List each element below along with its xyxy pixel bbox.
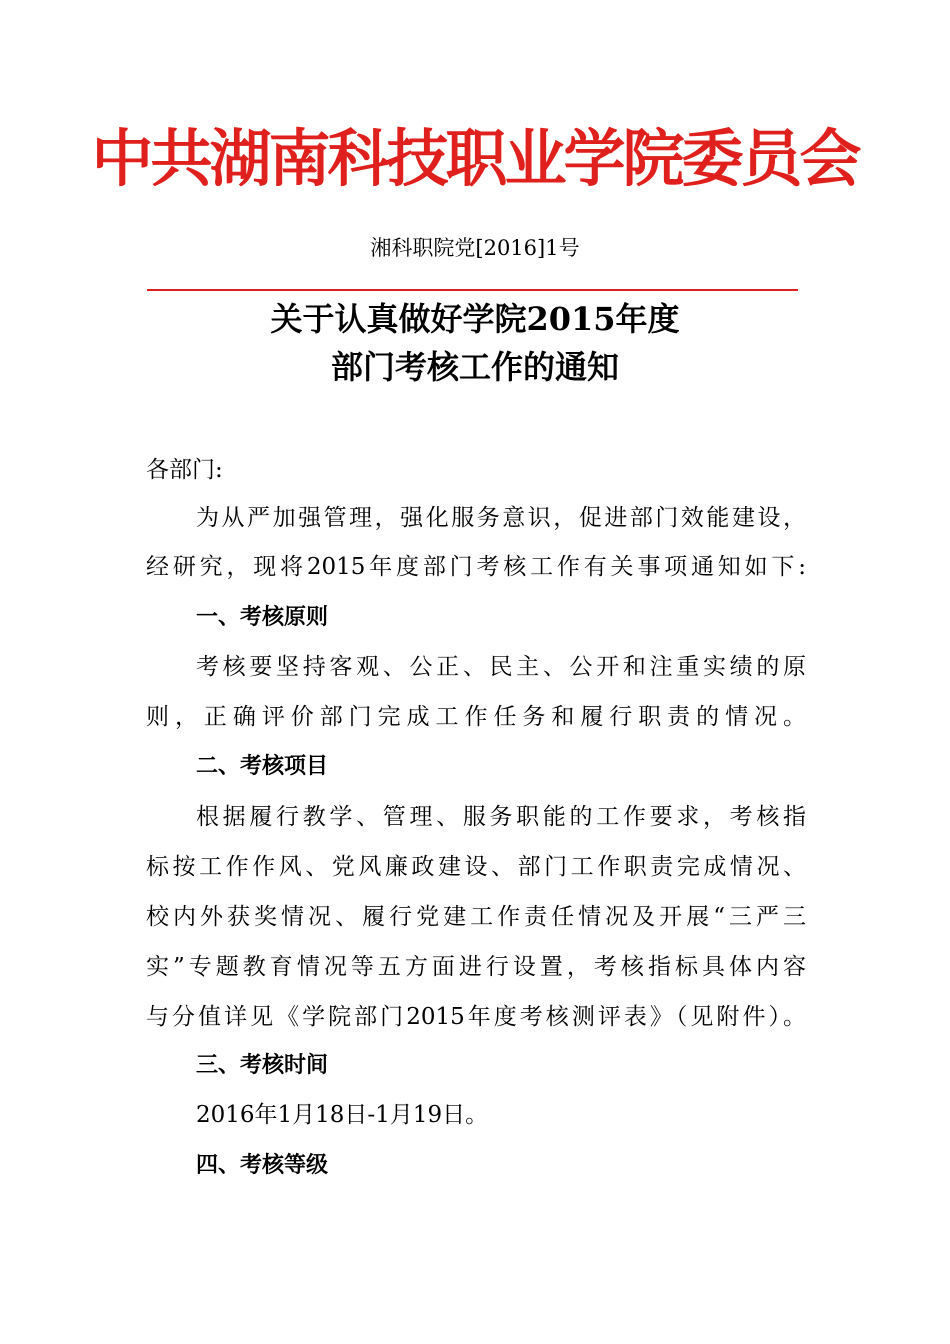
document-number: 湘科职院党[2016]1号 xyxy=(370,236,580,260)
organization-header: 中共湖南科技职业学院委员会 xyxy=(91,122,859,195)
section1-paragraph-line-2: 则，正确评价部门完成工作任务和履行职责的情况。 xyxy=(146,704,806,730)
section2-paragraph-line-3: 校内外获奖情况、履行党建工作责任情况及开展“三严三 xyxy=(146,904,806,930)
red-divider-line xyxy=(147,289,798,291)
section-heading-time: 三、考核时间 xyxy=(196,1053,329,1078)
section3-paragraph-line-1: 2016年1月18日-1月19日。 xyxy=(196,1102,489,1128)
section2-paragraph-line-2: 标按工作作风、党风廉政建设、部门工作职责完成情况、 xyxy=(146,854,806,880)
section1-paragraph-line-1: 考核要坚持客观、公正、民主、公开和注重实绩的原 xyxy=(196,654,806,680)
section-heading-items: 二、考核项目 xyxy=(196,754,329,779)
section-heading-grades: 四、考核等级 xyxy=(196,1153,329,1178)
section2-paragraph-line-1: 根据履行教学、管理、服务职能的工作要求，考核指 xyxy=(196,804,806,830)
document-title-line-2: 部门考核工作的通知 xyxy=(330,348,619,386)
intro-paragraph-line-1: 为从严加强管理，强化服务意识，促进部门效能建设， xyxy=(196,505,806,531)
document-title-line-1: 关于认真做好学院2015年度 xyxy=(270,300,680,338)
section2-paragraph-line-5: 与分值详见《学院部门2015年度考核测评表》（见附件）。 xyxy=(146,1004,806,1030)
intro-paragraph-line-2: 经研究，现将2015年度部门考核工作有关事项通知如下: xyxy=(146,554,806,580)
salutation: 各部门: xyxy=(146,457,223,483)
section-heading-principles: 一、考核原则 xyxy=(196,605,329,630)
section2-paragraph-line-4: 实”专题教育情况等五方面进行设置，考核指标具体内容 xyxy=(146,954,806,980)
